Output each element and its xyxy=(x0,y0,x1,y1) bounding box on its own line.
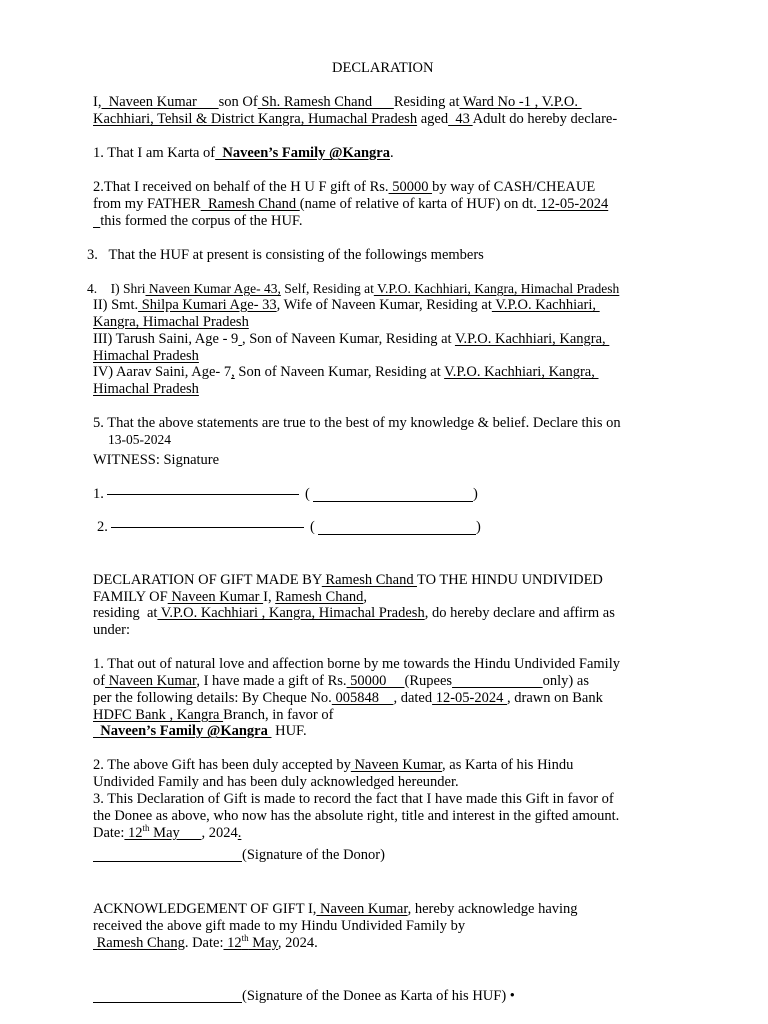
witness-2-name-line xyxy=(318,534,476,535)
cheque-number: 005848 xyxy=(331,690,394,706)
declaration-date: 13-05-2024 xyxy=(108,432,171,447)
clause-2-line-3: this formed the corpus of the HUF. xyxy=(100,213,303,229)
amount-in-words-blank xyxy=(452,673,543,689)
witness-1-number: 1. xyxy=(93,486,104,502)
gift-heading-line-2: FAMILY OF Naveen Kumar I, Ramesh Chand, xyxy=(93,589,368,605)
witness-1-close-paren: ) xyxy=(473,486,478,502)
ack-line-3: Ramesh Chang. Date: 12th May, 2024. xyxy=(93,933,318,951)
gift-amount: 50000 xyxy=(388,179,433,195)
witness-2-close-paren: ) xyxy=(476,519,481,535)
member-1: 4. I) Shri Naveen Kumar Age- 43, Self, Residing at V.P.O. Kachhiari, Kangra, Himachal Pradesh xyxy=(87,281,620,296)
declarant-line: I, Naveen Kumar son Of Sh. Ramesh Chand Residing at Ward No -1 , V.P.O. xyxy=(93,94,582,110)
donor-address: V.P.O. Kachhiari , Kangra, Himachal Pradesh xyxy=(157,605,425,621)
witness-1-name-line xyxy=(313,501,473,502)
gift-clause-1-line-2: of Naveen Kumar, I have made a gift of Rs. 50000 (Rupees only) as xyxy=(93,673,589,689)
gift-heading-line-4: under: xyxy=(93,622,131,638)
gift-date: 12-05-2024 xyxy=(536,196,609,212)
gift-heading: DECLARATION OF GIFT MADE BY Ramesh Chand TO THE HINDU UNDIVIDED xyxy=(93,572,603,588)
gift-heading-line-3: residing at V.P.O. Kachhiari , Kangra, Himachal Pradesh, do hereby declare and affirm as xyxy=(93,605,615,621)
member-3-address: Himachal Pradesh xyxy=(93,348,199,364)
member-4-address: Himachal Pradesh xyxy=(93,381,199,397)
gift-clause-2-line-2: Undivided Family and has been duly acknowledged hereunder. xyxy=(93,774,459,790)
member-4: IV) Aarav Saini, Age- 7, Son of Naveen Kumar, Residing at V.P.O. Kachhiari, Kangra, xyxy=(93,364,599,380)
ack-donor-name: Ramesh Chang xyxy=(93,935,185,951)
witness-2-number: 2. xyxy=(97,519,108,535)
cheque-date: 12-05-2024 xyxy=(432,690,508,706)
declarant-age: 43 xyxy=(448,111,473,127)
donor-signature-line xyxy=(93,861,242,862)
gift-clause-1-line-5: Naveen’s Family @Kangra HUF. xyxy=(93,723,307,739)
witness-label: WITNESS: Signature xyxy=(93,452,220,468)
clause-1: 1. That I am Karta of Naveen’s Family @Kangra. xyxy=(93,145,394,161)
gift-clause-1: 1. That out of natural love and affection borne by me towards the Hindu Undivided Family xyxy=(93,656,620,672)
declarant-line-2: Kachhiari, Tehsil & District Kangra, Humachal Pradesh aged 43 Adult do hereby declare- xyxy=(93,111,618,127)
witness-1-signature-line xyxy=(107,494,299,495)
clause-2-line-2: from my FATHER Ramesh Chand (name of relative of karta of HUF) on dt. 12-05-2024 xyxy=(93,196,609,212)
clause-5: 5. That the above statements are true to the best of my knowledge & belief. Declare this on xyxy=(93,415,621,431)
member-2: II) Smt. Shilpa Kumari Age- 33, Wife of Naveen Kumar, Residing at V.P.O. Kachhiari, xyxy=(93,297,600,313)
witness-2-signature-line xyxy=(111,527,304,528)
donee-signature-label: (Signature of the Donee as Karta of his HUF) • xyxy=(242,988,515,1004)
member-2-address: Kangra, Himachal Pradesh xyxy=(93,314,249,330)
witness-1-open-paren: ( xyxy=(305,486,310,502)
ack-heading: ACKNOWLEDGEMENT OF GIFT I, Naveen Kumar, hereby acknowledge having xyxy=(93,901,578,917)
gift-amount-rs: 50000 xyxy=(346,673,405,689)
gift-clause-2: 2. The above Gift has been duly accepted by Naveen Kumar, as Karta of his Hindu xyxy=(93,757,574,773)
declarant-address: Ward No -1 , V.P.O. xyxy=(459,94,582,110)
gift-date-day: 12th May xyxy=(124,823,202,841)
donor-signature-label: (Signature of the Donor) xyxy=(242,847,385,863)
donee-signature-line xyxy=(93,1002,242,1003)
declarant-name: Naveen Kumar xyxy=(101,94,219,110)
clause-3: 3. That the HUF at present is consisting of the followings members xyxy=(87,247,484,263)
relative-name: Ramesh Chand xyxy=(200,196,300,212)
witness-2-open-paren: ( xyxy=(310,519,315,535)
member-3: III) Tarush Saini, Age - 9 , Son of Naveen Kumar, Residing at V.P.O. Kachhiari, Kangra, xyxy=(93,331,610,347)
donee-name: Naveen Kumar xyxy=(316,901,408,917)
ack-line-2: received the above gift made to my Hindu Undivided Family by xyxy=(93,918,466,934)
ack-date: 12th May xyxy=(223,933,278,951)
huf-name-favor: Naveen’s Family @Kangra xyxy=(93,723,272,739)
declaration-title: DECLARATION xyxy=(332,60,434,76)
gift-clause-3: 3. This Declaration of Gift is made to record the fact that I have made this Gift in favor of xyxy=(93,791,614,807)
huf-name: Naveen’s Family @Kangra xyxy=(215,145,390,161)
donor-name: Ramesh Chand xyxy=(321,572,417,588)
father-name: Sh. Ramesh Chand xyxy=(257,94,394,110)
gift-clause-1-line-4: HDFC Bank , Kangra Branch, in favor of xyxy=(93,707,334,723)
clause-2: 2.That I received on behalf of the H U F gift of Rs. 50000 by way of CASH/CHEAUE xyxy=(93,179,596,195)
gift-clause-3-line-2: the Donee as above, who now has the absolute right, title and interest in the gifted amount. xyxy=(93,808,620,824)
gift-date-line: Date: 12th May , 2024. xyxy=(93,823,242,841)
gift-clause-1-line-3: per the following details: By Cheque No. 005848 , dated 12-05-2024 , drawn on Bank xyxy=(93,690,603,706)
bank-name: HDFC Bank , Kangra xyxy=(93,707,224,723)
